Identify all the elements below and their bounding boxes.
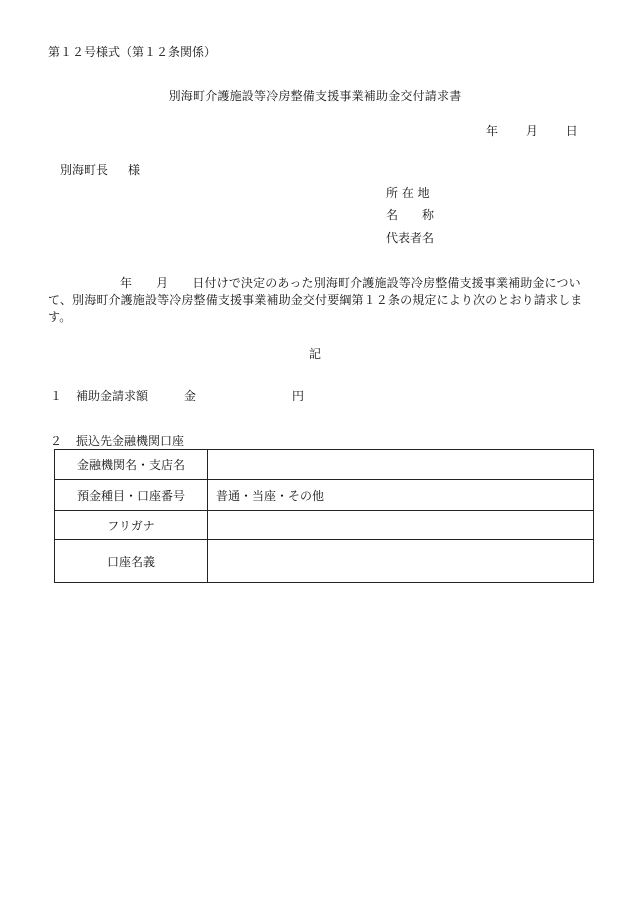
body-main-text: 日付けで決定のあった別海町介護施設等冷房整備支援事業補助金について、別海町介護施設等冷房整備支援事業補助金交付要綱第１２条の規定により次のとおり請求します。	[48, 276, 583, 324]
body-year-label: 年	[120, 276, 133, 290]
applicant-name-label: 名 称	[386, 208, 435, 222]
addressee	[60, 163, 140, 177]
table-row	[55, 450, 594, 480]
item1-prefix: 金	[184, 389, 197, 403]
body-month-label: 月	[156, 276, 169, 290]
account-holder-label: 口座名義	[55, 540, 208, 583]
form-number: 第１２号様式（第１２条関係）	[48, 45, 217, 59]
addressee-name: 別海町長	[60, 163, 109, 177]
account-holder-field[interactable]	[208, 540, 594, 583]
item2-number: ２	[50, 434, 63, 448]
table-row	[55, 540, 594, 583]
item1-label: 補助金請求額	[76, 389, 149, 403]
date-line	[486, 124, 578, 138]
item1-unit: 円	[292, 389, 305, 403]
item-bank-account	[50, 434, 184, 448]
table-row	[55, 511, 594, 540]
item2-label: 振込先金融機関口座	[76, 434, 185, 448]
furigana-label: フリガナ	[55, 511, 208, 540]
bank-account-table	[54, 449, 594, 583]
table-row	[55, 480, 594, 511]
addressee-honorific: 様	[128, 163, 141, 177]
request-body-text	[48, 275, 588, 326]
bank-branch-field[interactable]	[208, 450, 594, 480]
furigana-field[interactable]	[208, 511, 594, 540]
item-subsidy-amount	[50, 389, 304, 403]
applicant-address-label: 所 在 地	[386, 186, 430, 200]
date-year-label: 年	[486, 124, 499, 138]
bank-branch-label: 金融機関名・支店名	[55, 450, 208, 480]
account-type-field[interactable]: 普通・当座・その他	[208, 480, 594, 511]
document-title: 別海町介護施設等冷房整備支援事業補助金交付請求書	[168, 89, 462, 103]
date-month-label: 月	[525, 124, 538, 138]
item1-number: １	[50, 389, 63, 403]
account-type-number-label: 預金種目・口座番号	[55, 480, 208, 511]
ki-heading: 記	[308, 347, 321, 361]
date-day-label: 日	[565, 124, 578, 138]
applicant-representative-label: 代表者名	[386, 231, 435, 245]
